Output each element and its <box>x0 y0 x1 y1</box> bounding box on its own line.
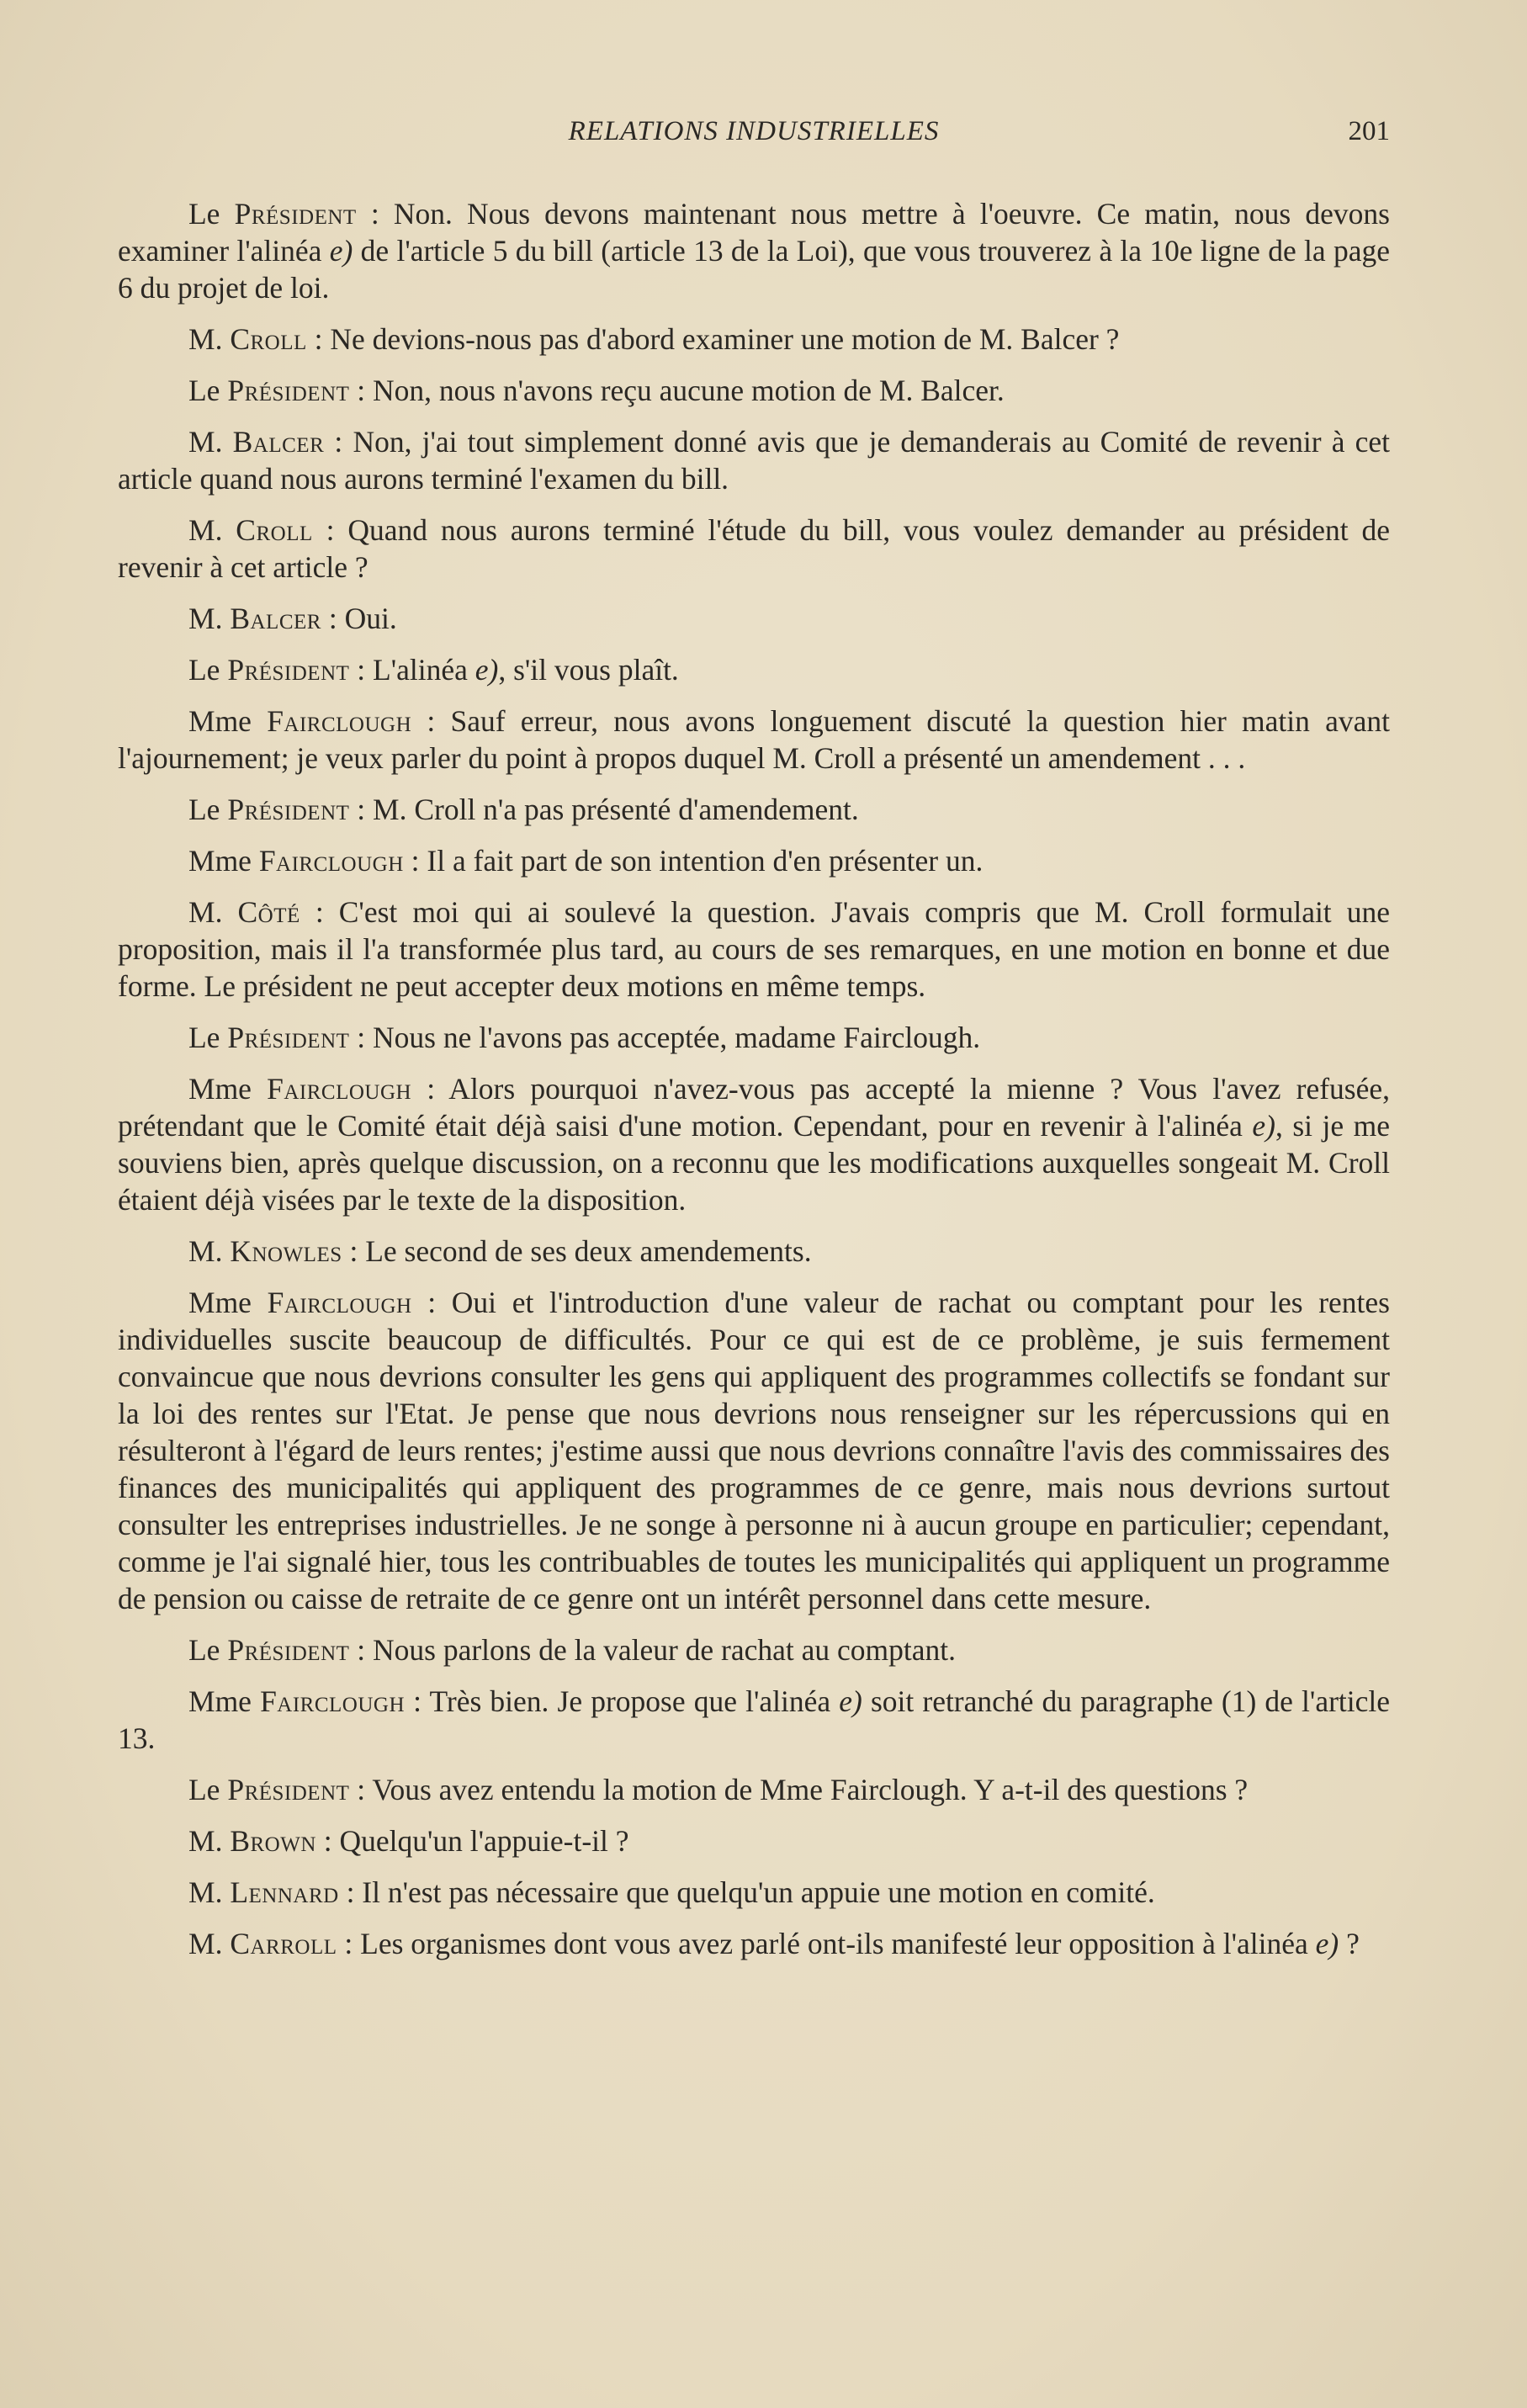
speaker-name: Fairclough <box>267 1072 412 1106</box>
speaker-title: M. <box>188 1234 231 1268</box>
speech-text: : Non, j'ai tout simplement donné avis que je demanderais au Comité de revenir à cet article quand nous aurons terminé l'examen du bill. <box>118 425 1390 496</box>
speaker-name: Fairclough <box>258 844 404 878</box>
speaker-paragraph <box>118 1233 1390 1270</box>
page-number: 201 <box>1348 116 1390 146</box>
speaker-title: Mme <box>188 1684 261 1718</box>
speaker-title: Le <box>188 1773 228 1806</box>
speech-text: : Non, nous n'avons reçu aucune motion de M. Balcer. <box>349 374 1005 407</box>
speech-text: : Ne devions-nous pas d'abord examiner une motion de M. Balcer ? <box>306 322 1120 356</box>
speaker-title: M. <box>188 1824 231 1858</box>
speaker-name: Président <box>234 197 357 231</box>
speaker-name: Président <box>227 793 350 826</box>
italic-reference: e) <box>475 653 499 687</box>
speaker-title: M. <box>188 895 238 929</box>
speaker-paragraph <box>118 372 1390 409</box>
speaker-paragraph <box>118 1771 1390 1808</box>
speech-text: : Quelqu'un l'appuie-t-il ? <box>315 1824 629 1858</box>
speaker-title: M. <box>188 322 231 356</box>
speaker-name: Fairclough <box>260 1684 406 1718</box>
speaker-paragraph <box>118 600 1390 637</box>
speech-text: : Sauf erreur, nous avons longuement discuté la question hier matin avant l'ajournement; je veux parler du point à propos duquel M. Croll a présenté un amendement . . . <box>118 704 1391 775</box>
speaker-paragraph <box>118 1683 1390 1757</box>
speech-text: : Très bien. Je propose que l'alinéa <box>405 1684 840 1718</box>
speaker-name: Knowles <box>230 1234 342 1268</box>
speaker-title: Mme <box>188 1072 268 1106</box>
speaker-title: Le <box>188 1021 228 1054</box>
speaker-name: Balcer <box>232 425 325 459</box>
speaker-paragraph <box>118 703 1390 777</box>
speaker-title: Le <box>188 653 228 687</box>
speaker-title: M. <box>188 513 236 547</box>
speaker-name: Président <box>227 1773 350 1806</box>
speaker-paragraph <box>118 894 1390 1005</box>
speech-text-continued: , si je me souviens bien, après quelque discussion, on a reconnu que les modifications auxquelles songeait M. Croll étaient déjà visées par le texte de la disposition. <box>118 1109 1390 1217</box>
speaker-paragraph <box>118 1019 1390 1056</box>
speaker-name: Fairclough <box>267 1286 412 1319</box>
speech-text: : Non. Nous devons maintenant nous mettre à l'oeuvre. Ce matin, nous devons examiner l'alinéa <box>118 197 1390 268</box>
transcript-body <box>118 195 1390 1976</box>
speaker-title: Mme <box>188 1286 268 1319</box>
speaker-paragraph <box>118 1822 1390 1859</box>
speaker-name: Croll <box>230 322 307 356</box>
speaker-title: Mme <box>188 704 268 738</box>
speech-text: : L'alinéa <box>349 653 475 687</box>
speaker-name: Président <box>227 1633 350 1667</box>
speech-text-continued: , s'il vous plaît. <box>498 653 679 687</box>
speaker-name: Président <box>227 374 350 407</box>
speech-text: : Oui et l'introduction d'une valeur de rachat ou comptant pour les rentes individuelles suscite beaucoup de difficultés. Pour ce qui est de ce problème, je suis fermement convaincue que nous devrions consulter les gens qui appliquent des programmes collectifs se fondant sur la loi des rentes sur l'Etat. Je pense que nous devrions nous renseigner sur les répercussions qui en résulteront à l'égard de leurs rentes; j'estime aussi que nous devrions connaître l'avis des commissaires des finances des municipalités qui appliquent des programmes de ce genre, mais nous devrions surtout consulter les entreprises industrielles. Je ne songe à personne ni à aucun groupe en particulier; cependant, comme je l'ai signalé hier, tous les contribuables de toutes les municipalités qui appliquent un programme de pension ou caisse de retraite de ce genre ont un intérêt personnel dans cette mesure. <box>118 1286 1390 1615</box>
speaker-name: Brown <box>230 1824 316 1858</box>
speaker-paragraph <box>118 791 1390 828</box>
speech-text: : M. Croll n'a pas présenté d'amendement. <box>349 793 859 826</box>
speaker-name: Président <box>227 1021 350 1054</box>
speaker-title: Le <box>188 1633 228 1667</box>
running-title: RELATIONS INDUSTRIELLES <box>568 116 940 146</box>
speaker-name: Carroll <box>230 1927 337 1960</box>
italic-reference: e) <box>1252 1109 1275 1143</box>
speaker-title: M. <box>188 1927 231 1960</box>
speaker-paragraph <box>118 195 1390 306</box>
speech-text: : Alors pourquoi n'avez-vous pas accepté la mienne ? Vous l'avez refusée, prétendant que le Comité était déjà saisi d'une motion. Cependant, pour en revenir à l'alinéa <box>118 1072 1391 1143</box>
speech-text: : C'est moi qui ai soulevé la question. J'avais compris que M. Croll formulait une proposition, mais il l'a transformée plus tard, au cours de ses remarques, en une motion en bonne et due forme. Le président ne peut accepter deux motions en même temps. <box>118 895 1390 1003</box>
speaker-name: Balcer <box>230 602 321 635</box>
speaker-title: Le <box>188 197 235 231</box>
speaker-paragraph <box>118 1631 1390 1668</box>
speaker-name: Président <box>227 653 350 687</box>
speech-text: : Oui. <box>321 602 397 635</box>
speaker-paragraph <box>118 1874 1390 1911</box>
page-header <box>118 116 1390 158</box>
speaker-paragraph <box>118 1070 1390 1218</box>
speaker-paragraph <box>118 1925 1390 1962</box>
speaker-title: Mme <box>188 844 259 878</box>
speech-text: : Nous ne l'avons pas acceptée, madame Fairclough. <box>349 1021 981 1054</box>
speech-text: : Le second de ses deux amendements. <box>342 1234 812 1268</box>
speaker-paragraph <box>118 651 1390 688</box>
speaker-title: M. <box>188 1875 231 1909</box>
speaker-title: Le <box>188 374 228 407</box>
speech-text-continued: ? <box>1339 1927 1360 1960</box>
speaker-paragraph <box>118 512 1390 586</box>
italic-reference: e) <box>329 234 353 268</box>
speaker-title: M. <box>188 602 231 635</box>
speech-text: : Il a fait part de son intention d'en présenter un. <box>403 844 984 878</box>
speech-text: : Les organismes dont vous avez parlé ont-ils manifesté leur opposition à l'alinéa <box>337 1927 1316 1960</box>
speaker-name: Fairclough <box>267 704 412 738</box>
speech-text-continued: soit retranché du paragraphe (1) de l'article 13. <box>118 1684 1390 1755</box>
speech-text: : Nous parlons de la valeur de rachat au comptant. <box>349 1633 956 1667</box>
speaker-name: Côté <box>237 895 300 929</box>
speaker-paragraph <box>118 321 1390 358</box>
speaker-paragraph <box>118 423 1390 497</box>
speech-text: : Il n'est pas nécessaire que quelqu'un appuie une motion en comité. <box>338 1875 1155 1909</box>
speaker-paragraph <box>118 1284 1390 1617</box>
speaker-name: Croll <box>236 513 313 547</box>
speech-text: : Vous avez entendu la motion de Mme Fairclough. Y a-t-il des questions ? <box>349 1773 1249 1806</box>
italic-reference: e) <box>1315 1927 1339 1960</box>
italic-reference: e) <box>839 1684 862 1718</box>
speaker-name: Lennard <box>230 1875 339 1909</box>
speaker-title: M. <box>188 425 233 459</box>
speaker-title: Le <box>188 793 228 826</box>
speaker-paragraph <box>118 842 1390 879</box>
speech-text-continued: de l'article 5 du bill (article 13 de la Loi), que vous trouverez à la 10e ligne de la page 6 du projet de loi. <box>118 234 1390 305</box>
speech-text: : Quand nous aurons terminé l'étude du bill, vous voulez demander au président de revenir à cet article ? <box>118 513 1390 584</box>
